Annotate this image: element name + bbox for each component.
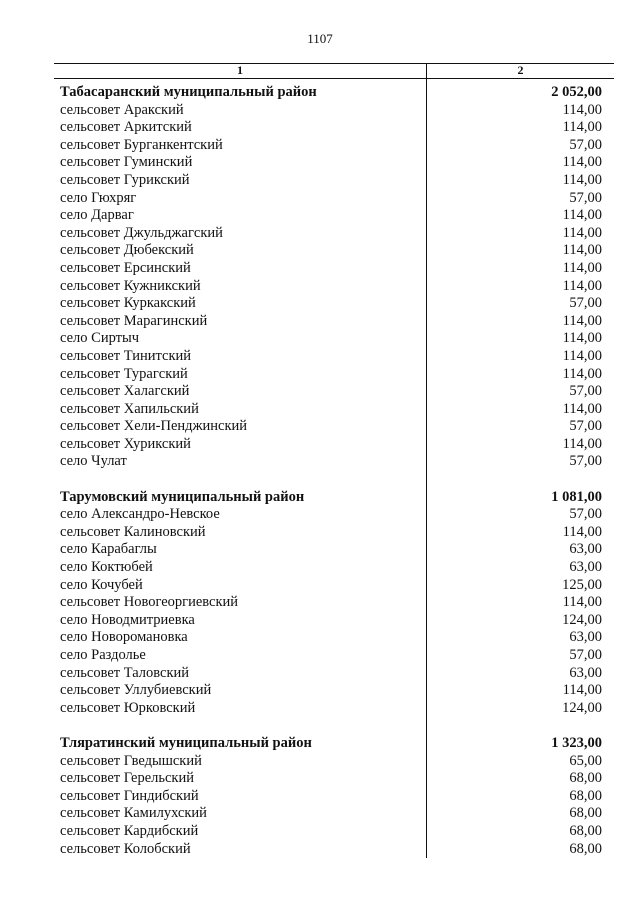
settlement-value: 68,00 bbox=[569, 770, 602, 787]
settlement-name: село Новоромановка bbox=[60, 629, 188, 646]
table-row bbox=[54, 313, 614, 331]
settlement-name: сельсовет Колобский bbox=[60, 840, 191, 857]
table-row bbox=[54, 401, 614, 419]
settlement-name: сельсовет Хапильский bbox=[60, 400, 199, 417]
section-spacer bbox=[54, 471, 614, 489]
settlement-value: 63,00 bbox=[569, 664, 602, 681]
district-total: 2 052,00 bbox=[551, 84, 602, 100]
settlement-name: сельсовет Таловский bbox=[60, 664, 190, 681]
settlement-value: 114,00 bbox=[562, 224, 602, 241]
table-row bbox=[54, 682, 614, 700]
settlement-name: село Коктюбей bbox=[60, 559, 153, 576]
table-header-row bbox=[54, 63, 614, 78]
settlement-value: 114,00 bbox=[562, 682, 602, 699]
district-row bbox=[54, 489, 614, 507]
table-row bbox=[54, 260, 614, 278]
table-row bbox=[54, 647, 614, 665]
table-row bbox=[54, 154, 614, 172]
settlement-value: 124,00 bbox=[562, 611, 602, 628]
settlement-name: сельсовет Тинитский bbox=[60, 347, 192, 364]
settlement-name: село Карабаглы bbox=[60, 541, 157, 558]
section-spacer bbox=[54, 717, 614, 735]
settlement-value: 114,00 bbox=[562, 171, 602, 188]
settlement-value: 57,00 bbox=[569, 383, 602, 400]
district-total: 1 081,00 bbox=[551, 488, 602, 505]
table-row bbox=[54, 453, 614, 471]
settlement-name: сельсовет Юрковский bbox=[60, 699, 196, 716]
settlement-value: 114,00 bbox=[562, 101, 602, 118]
settlement-name: сельсовет Бурганкентский bbox=[60, 136, 223, 153]
settlement-value: 57,00 bbox=[569, 647, 602, 663]
settlement-value: 114,00 bbox=[562, 523, 602, 540]
settlement-value: 114,00 bbox=[562, 594, 602, 611]
settlement-value: 114,00 bbox=[562, 365, 602, 382]
table-row bbox=[54, 700, 614, 718]
settlement-name: сельсовет Камилухский bbox=[60, 805, 207, 822]
settlement-value: 114,00 bbox=[562, 400, 602, 417]
table-row bbox=[54, 805, 614, 823]
settlement-value: 114,00 bbox=[562, 277, 602, 294]
table-row bbox=[54, 172, 614, 190]
table-row bbox=[54, 559, 614, 577]
settlement-name: сельсовет Калиновский bbox=[60, 523, 206, 540]
table-row bbox=[54, 436, 614, 454]
settlement-name: сельсовет Гуминский bbox=[60, 154, 193, 171]
settlement-value: 114,00 bbox=[562, 154, 602, 171]
table-row bbox=[54, 207, 614, 225]
settlement-value: 114,00 bbox=[562, 347, 602, 364]
settlement-name: село Кочубей bbox=[60, 576, 143, 593]
settlement-value: 57,00 bbox=[569, 453, 602, 470]
district-total: 1 323,00 bbox=[551, 734, 602, 751]
table-row bbox=[54, 577, 614, 595]
settlement-value: 114,00 bbox=[562, 242, 602, 259]
table-body bbox=[54, 84, 614, 858]
table-row bbox=[54, 348, 614, 366]
settlement-name: сельсовет Куркакский bbox=[60, 295, 196, 312]
page-number: 1107 bbox=[307, 31, 333, 46]
table-row bbox=[54, 418, 614, 436]
table-row bbox=[54, 278, 614, 296]
table-row bbox=[54, 330, 614, 348]
table-row bbox=[54, 225, 614, 243]
table-row bbox=[54, 788, 614, 806]
district-name: Тарумовский муниципальный район bbox=[60, 488, 305, 505]
settlement-value: 57,00 bbox=[569, 136, 602, 153]
settlement-value: 68,00 bbox=[569, 805, 602, 822]
table-row bbox=[54, 366, 614, 384]
table-row bbox=[54, 841, 614, 859]
settlement-name: сельсовет Турагский bbox=[60, 365, 188, 382]
settlement-name: сельсовет Кардибский bbox=[60, 822, 199, 839]
district-name: Табасаранский муниципальный район bbox=[60, 84, 317, 100]
settlement-name: село Дарваг bbox=[60, 207, 134, 224]
settlement-value: 57,00 bbox=[569, 418, 602, 435]
settlement-name: сельсовет Новогеоргиевский bbox=[60, 594, 239, 611]
district-row bbox=[54, 735, 614, 753]
settlement-name: сельсовет Джульджагский bbox=[60, 224, 223, 241]
settlement-name: село Чулат bbox=[60, 453, 127, 470]
settlement-value: 65,00 bbox=[569, 752, 602, 769]
table-row bbox=[54, 383, 614, 401]
table-row bbox=[54, 190, 614, 208]
settlement-name: сельсовет Гурикский bbox=[60, 171, 190, 188]
column-header-1: 1 bbox=[237, 63, 243, 77]
settlement-value: 114,00 bbox=[562, 330, 602, 347]
settlement-value: 114,00 bbox=[562, 259, 602, 276]
table-row bbox=[54, 594, 614, 612]
settlement-name: сельсовет Уллубиевский bbox=[60, 682, 212, 699]
settlement-name: сельсовет Герельский bbox=[60, 770, 194, 787]
table-row bbox=[54, 541, 614, 559]
settlement-value: 114,00 bbox=[562, 207, 602, 224]
settlement-name: сельсовет Гведышский bbox=[60, 752, 202, 769]
settlement-value: 63,00 bbox=[569, 629, 602, 646]
settlement-value: 57,00 bbox=[569, 295, 602, 312]
table-row bbox=[54, 102, 614, 120]
settlement-name: сельсовет Ерсинский bbox=[60, 259, 191, 276]
table-row bbox=[54, 629, 614, 647]
table-row bbox=[54, 506, 614, 524]
settlement-name: село Александро-Невское bbox=[60, 506, 220, 523]
settlement-name: село Гюхряг bbox=[60, 189, 137, 206]
settlement-value: 57,00 bbox=[569, 189, 602, 206]
table-row bbox=[54, 612, 614, 630]
column-header-2: 2 bbox=[517, 63, 524, 77]
table-row bbox=[54, 753, 614, 771]
settlement-value: 124,00 bbox=[562, 699, 602, 716]
settlement-value: 68,00 bbox=[569, 840, 602, 857]
table-row bbox=[54, 295, 614, 313]
settlement-value: 114,00 bbox=[562, 435, 602, 452]
table-row bbox=[54, 770, 614, 788]
settlement-name: сельсовет Гиндибский bbox=[60, 787, 199, 804]
settlement-value: 68,00 bbox=[569, 787, 602, 804]
settlement-name: сельсовет Кужникский bbox=[60, 277, 201, 294]
settlement-name: сельсовет Марагинский bbox=[60, 312, 208, 329]
settlement-name: сельсовет Халагский bbox=[60, 383, 190, 400]
settlement-name: сельсовет Аракский bbox=[60, 101, 184, 118]
table-row bbox=[54, 665, 614, 683]
table-row bbox=[54, 823, 614, 841]
settlement-name: сельсовет Дюбекский bbox=[60, 242, 194, 259]
allocation-table bbox=[54, 63, 614, 858]
settlement-name: село Новодмитриевка bbox=[60, 611, 195, 628]
table-row bbox=[54, 137, 614, 155]
settlement-name: сельсовет Аркитский bbox=[60, 119, 192, 136]
settlement-value: 63,00 bbox=[569, 541, 602, 558]
table-row bbox=[54, 524, 614, 542]
table-row bbox=[54, 119, 614, 137]
settlement-value: 68,00 bbox=[569, 822, 602, 839]
settlement-value: 57,00 bbox=[569, 506, 602, 523]
settlement-name: село Сиртыч bbox=[60, 330, 140, 347]
settlement-value: 114,00 bbox=[562, 119, 602, 136]
settlement-name: сельсовет Хурикский bbox=[60, 435, 191, 452]
table-header-rule bbox=[54, 78, 614, 79]
settlement-value: 125,00 bbox=[562, 576, 602, 593]
district-row bbox=[54, 84, 614, 102]
settlement-value: 63,00 bbox=[569, 559, 602, 576]
table-row bbox=[54, 242, 614, 260]
settlement-value: 114,00 bbox=[562, 312, 602, 329]
settlement-name: сельсовет Хели-Пенджинский bbox=[60, 418, 248, 435]
district-name: Тляратинский муниципальный район bbox=[60, 734, 312, 751]
settlement-name: село Раздолье bbox=[60, 647, 146, 663]
